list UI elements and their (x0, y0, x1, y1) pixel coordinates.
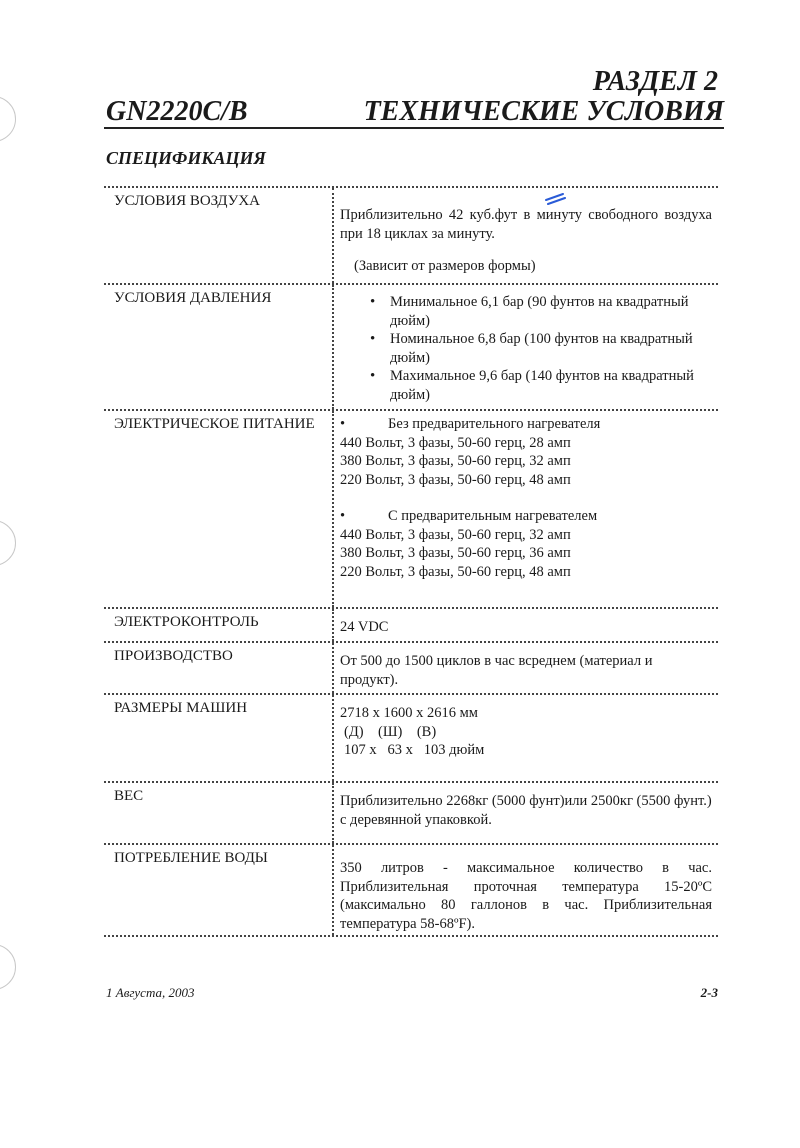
page-number: 2-3 (700, 985, 718, 1000)
row-value (334, 188, 718, 283)
row-air-conditions (104, 188, 718, 285)
row-value (334, 411, 718, 607)
section-label: РАЗДЕЛ 2 (592, 66, 718, 97)
power-line: 380 Вольт, 3 фазы, 50-60 герц, 32 амп (340, 453, 571, 469)
row-value (334, 783, 718, 843)
bullet-icon: • (340, 508, 346, 524)
row-label: УСЛОВИЯ ВОЗДУХА (104, 188, 334, 283)
pressure-item: • Номинальное 6,8 бар (100 фунтов на квадратный дюйм) (370, 330, 712, 367)
air-text: Приблизительно 42 куб.фут в минуту свободного воздуха при 18 циклах за минуту. (340, 207, 712, 242)
spec-table (104, 186, 718, 937)
spec-heading: СПЕЦИФИКАЦИЯ (106, 148, 266, 168)
row-label: РАЗМЕРЫ МАШИН (104, 695, 334, 781)
power-line: 380 Вольт, 3 фазы, 50-60 герц, 36 амп (340, 545, 571, 561)
row-value (334, 285, 718, 409)
control-text: 24 VDC (340, 619, 389, 635)
power-group-title: • С предварительным нагревателем (340, 508, 598, 524)
pressure-item: • Минимальное 6,1 бар (90 фунтов на квадратный дюйм) (370, 293, 712, 330)
power-line: 220 Вольт, 3 фазы, 50-60 герц, 48 амп (340, 471, 571, 488)
pressure-item: • Махимальное 9,6 бар (140 фунтов на квадратный дюйм) (370, 367, 712, 404)
power-group-title: • Без предварительного нагревателя (340, 416, 601, 432)
weight-text: Приблизительно 2268кг (5000 фунт)или 2500кг (5500 фунт.) с деревянной упаковкой. (340, 793, 712, 828)
row-electrocontrol (104, 609, 718, 643)
row-production (104, 643, 718, 695)
bullet-icon: • (340, 416, 346, 432)
dimensions-inch: 107 x 63 x 103 дюйм (344, 742, 485, 758)
row-label: ПОТРЕБЛЕНИЕ ВОДЫ (104, 845, 334, 935)
row-label: ВЕС (104, 783, 334, 843)
row-label: ЭЛЕКТРИЧЕСКОЕ ПИТАНИЕ (104, 411, 334, 607)
row-pressure-conditions (104, 285, 718, 411)
row-value (334, 643, 718, 693)
production-text: От 500 до 1500 циклов в час всреднем (материал и продукт). (340, 653, 653, 688)
power-line: 440 Вольт, 3 фазы, 50-60 герц, 28 амп (340, 434, 571, 451)
row-value (334, 845, 718, 935)
row-electrical-power (104, 411, 718, 609)
binder-hole (0, 96, 16, 142)
header-rule (104, 127, 724, 129)
dimensions-axes: (Д) (Ш) (В) (344, 723, 437, 740)
binder-hole (0, 520, 16, 566)
row-weight (104, 783, 718, 845)
model-number: GN2220C/B (106, 96, 248, 127)
row-label: ЭЛЕКТРОКОНТРОЛЬ (104, 609, 334, 641)
row-label: УСЛОВИЯ ДАВЛЕНИЯ (104, 285, 334, 409)
air-note: (Зависит от размеров формы) (354, 258, 536, 274)
section-title: ТЕХНИЧЕСКИЕ УСЛОВИЯ (363, 96, 724, 127)
row-value (334, 695, 718, 781)
row-value (334, 609, 718, 641)
row-water-consumption (104, 845, 718, 937)
pressure-list (340, 293, 712, 404)
row-machine-dimensions (104, 695, 718, 783)
dimensions-mm: 2718 x 1600 x 2616 мм (340, 705, 478, 721)
power-line: 220 Вольт, 3 фазы, 50-60 герц, 48 амп (340, 563, 571, 580)
row-label: ПРОИЗВОДСТВО (104, 643, 334, 693)
footer-date: 1 Августа, 2003 (106, 985, 195, 1000)
binder-hole (0, 944, 16, 990)
power-line: 440 Вольт, 3 фазы, 50-60 герц, 32 амп (340, 526, 571, 543)
water-text: 350 литров - максимальное количество в час. Приблизительная проточная температура 15-20ºC (максимально 80 галлонов в час. Приблизительная температура 58-68ºF). (340, 860, 712, 932)
